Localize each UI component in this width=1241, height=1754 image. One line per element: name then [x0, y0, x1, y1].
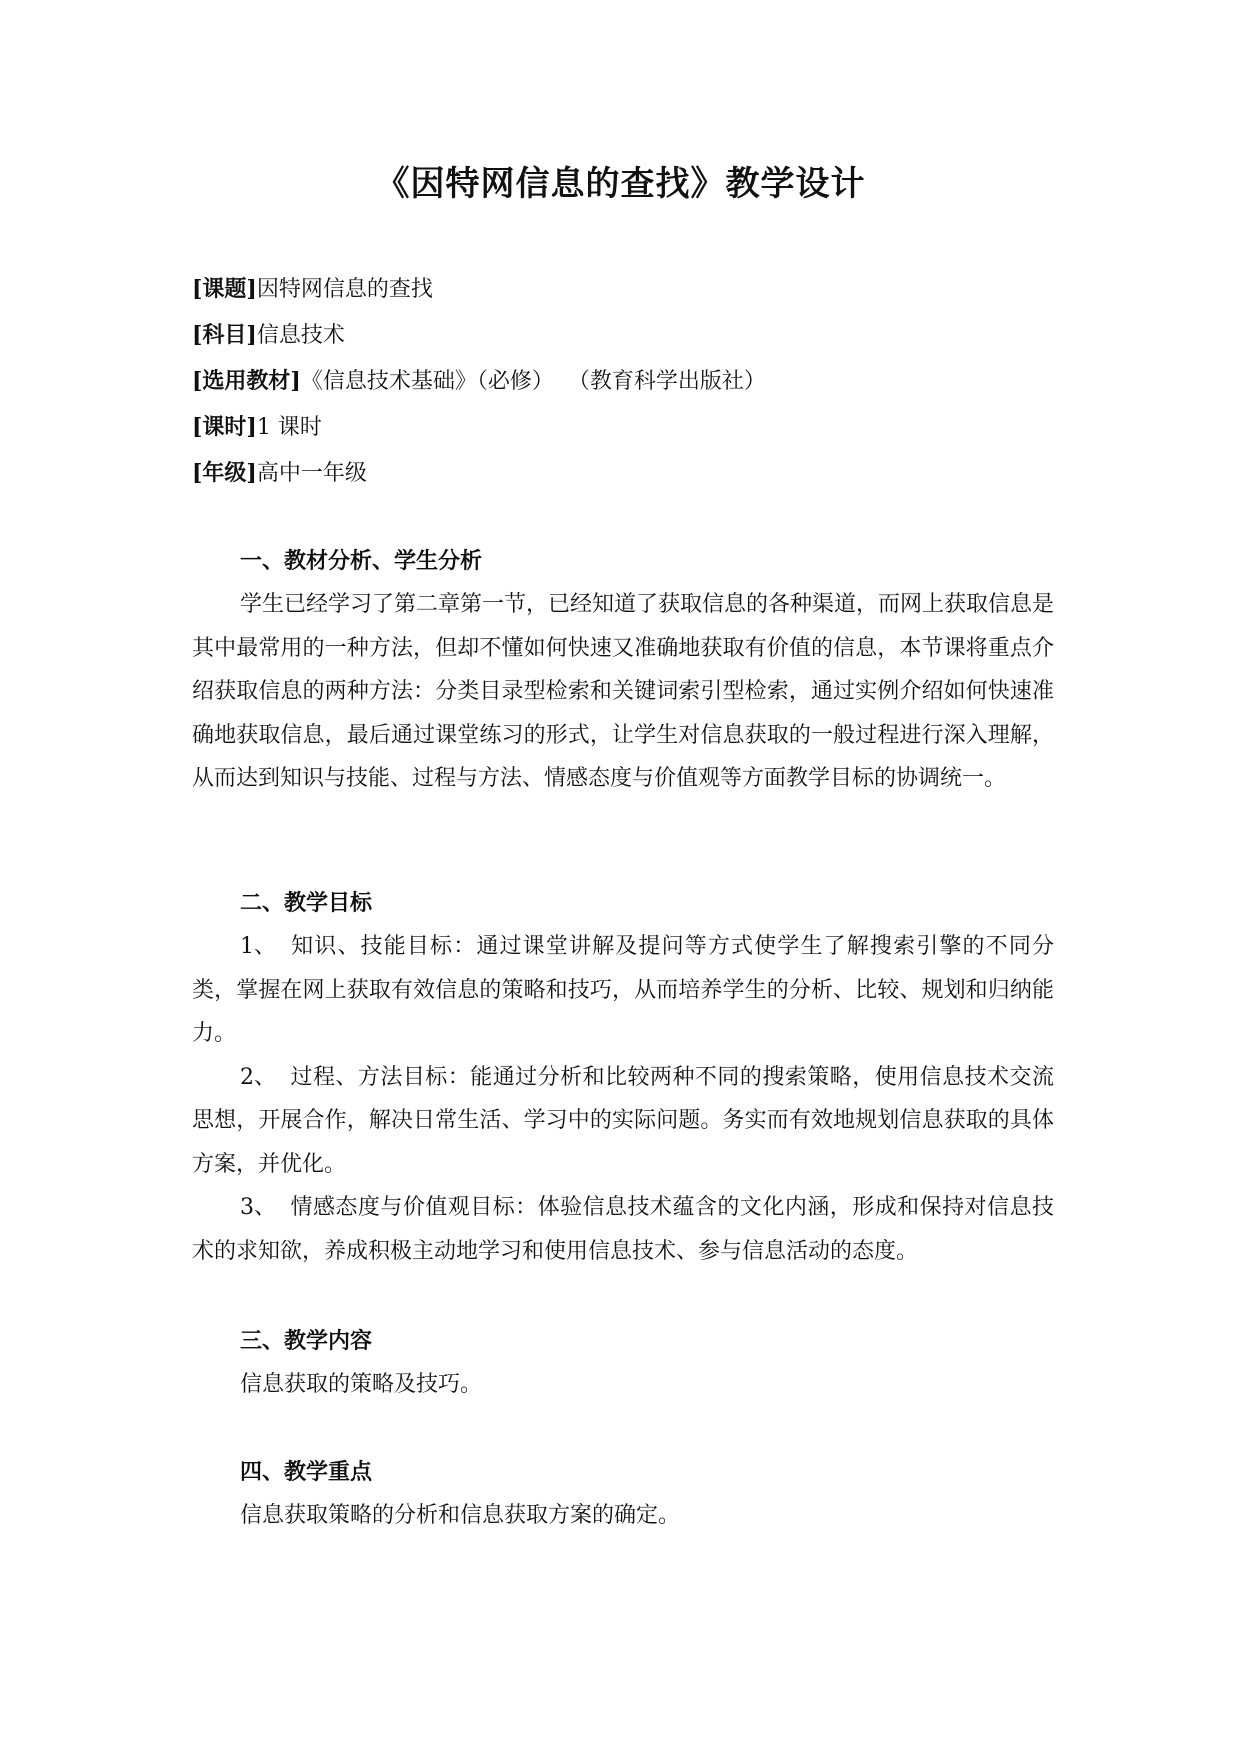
section-paragraph: 信息获取策略的分析和信息获取方案的确定。	[240, 1503, 681, 1528]
section-heading: 二、教学目标	[240, 890, 373, 916]
meta-label: [课时]	[192, 414, 257, 440]
meta-value: 高中一年级	[256, 461, 367, 486]
objective-number: 2、	[240, 1064, 276, 1090]
meta-row-textbook	[192, 358, 1072, 404]
section-content	[192, 1320, 1054, 1406]
objective-item	[192, 1186, 1054, 1273]
objective-item	[192, 925, 1054, 1056]
document-title: 《因特网信息的查找》教学设计	[375, 164, 866, 204]
meta-row-hours	[192, 404, 1072, 450]
objective-item	[192, 1056, 1054, 1187]
section-heading: 三、教学内容	[240, 1328, 373, 1354]
meta-value: 《信息技术基础》（必修） （教育科学出版社）	[300, 369, 766, 394]
meta-value: 信息技术	[256, 323, 345, 348]
objective-number: 1、	[240, 934, 276, 959]
meta-row-topic	[192, 266, 1072, 312]
objective-text: 过程、方法目标：能通过分析和比较两种不同的搜索策略，使用信息技术交流思想，开展合作，解决日常生活、学习中的实际问题。务实而有效地规划信息获取的具体方案，并优化。	[192, 1064, 1054, 1177]
meta-row-subject	[192, 312, 1072, 358]
meta-label: [课题]	[192, 276, 257, 302]
section-analysis	[192, 540, 1054, 801]
meta-label: [年级]	[192, 460, 257, 486]
meta-label: [选用教材]	[192, 368, 301, 394]
section-heading: 一、教材分析、学生分析	[240, 548, 483, 574]
section-heading: 四、教学重点	[240, 1459, 373, 1485]
section-objectives	[192, 882, 1054, 1273]
meta-row-grade	[192, 450, 1072, 496]
objective-text: 情感态度与价值观目标：体验信息技术蕴含的文化内涵，形成和保持对信息技术的求知欲，养成积极主动地学习和使用信息技术、参与信息活动的态度。	[192, 1195, 1054, 1264]
section-paragraph: 学生已经学习了第二章第一节，已经知道了获取信息的各种渠道，而网上获取信息是其中最常用的一种方法，但却不懂如何快速又准确地获取有价值的信息，本节课将重点介绍获取信息的两种方法：分类目录型检索和关键词索引型检索，通过实例介绍如何快速准确地获取信息，最后通过课堂练习的形式，让学生对信息获取的一般过程进行深入理解，从而达到知识与技能、过程与方法、情感态度与价值观等方面教学目标的协调统一。	[192, 592, 1055, 791]
meta-label: [科目]	[192, 322, 257, 348]
meta-value: 因特网信息的查找	[256, 277, 433, 302]
lesson-meta	[192, 266, 1072, 496]
meta-value: 1 课时	[256, 415, 322, 440]
objective-text: 知识、技能目标：通过课堂讲解及提问等方式使学生了解搜索引擎的不同分类，掌握在网上获取有效信息的策略和技巧，从而培养学生的分析、比较、规划和归纳能力。	[192, 934, 1054, 1046]
section-key-points	[192, 1451, 1054, 1537]
objective-number: 3、	[240, 1195, 276, 1220]
section-paragraph: 信息获取的策略及技巧。	[240, 1372, 483, 1397]
